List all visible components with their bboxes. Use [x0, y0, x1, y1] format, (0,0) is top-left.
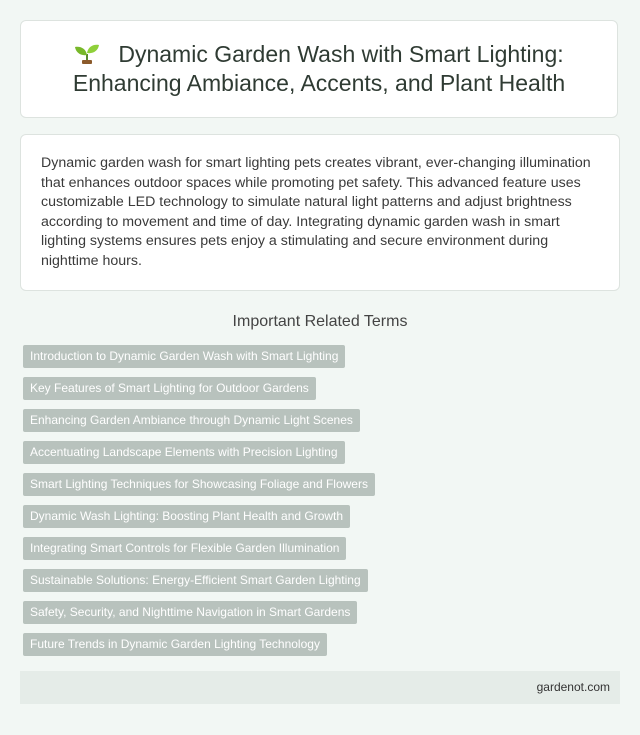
seedling-icon: [74, 42, 100, 64]
list-item: [23, 409, 375, 441]
related-term-tag[interactable]: Integrating Smart Controls for Flexible Garden Illumination: [23, 537, 346, 560]
summary-text: Dynamic garden wash for smart lighting pets creates vibrant, ever-changing illumination that enhances outdoor spaces while promoting pet safety. This advanced feature uses customizable LED technology to simulate natural light patterns and adjust brightness according to movement and time of day. Integrating dynamic garden wash in smart lighting systems ensures pets enjoy a stimulating and secure environment during nighttime hours.: [41, 155, 591, 269]
related-terms-list: [23, 345, 375, 665]
related-term-tag[interactable]: Sustainable Solutions: Energy-Efficient Smart Garden Lighting: [23, 569, 368, 592]
related-term-tag[interactable]: Smart Lighting Techniques for Showcasing Foliage and Flowers: [23, 473, 375, 496]
list-item: [23, 377, 375, 409]
footer: [20, 671, 620, 704]
related-term-tag[interactable]: Key Features of Smart Lighting for Outdoor Gardens: [23, 377, 316, 400]
related-term-tag[interactable]: Enhancing Garden Ambiance through Dynamic Light Scenes: [23, 409, 360, 432]
page-title-text: Dynamic Garden Wash with Smart Lighting: Enhancing Ambiance, Accents, and Plant Health: [72, 41, 566, 96]
list-item: [23, 569, 375, 601]
list-item: [23, 537, 375, 569]
list-item: [23, 601, 375, 633]
list-item: [23, 441, 375, 473]
list-item: [23, 633, 375, 665]
related-term-tag[interactable]: Dynamic Wash Lighting: Boosting Plant Health and Growth: [23, 505, 350, 528]
related-term-tag[interactable]: Safety, Security, and Nighttime Navigation in Smart Gardens: [23, 601, 357, 624]
list-item: [23, 505, 375, 537]
related-term-tag[interactable]: Future Trends in Dynamic Garden Lighting Technology: [23, 633, 327, 656]
list-item: [23, 345, 375, 377]
related-term-tag[interactable]: Accentuating Landscape Elements with Precision Lighting: [23, 441, 345, 464]
list-item: [23, 473, 375, 505]
footer-site-name: gardenot.com: [536, 680, 610, 694]
related-term-tag[interactable]: Introduction to Dynamic Garden Wash with Smart Lighting: [23, 345, 345, 368]
title-card: [20, 20, 618, 118]
page-title: [21, 40, 617, 98]
related-terms-heading: Important Related Terms: [232, 313, 408, 330]
summary-card: [20, 134, 620, 291]
